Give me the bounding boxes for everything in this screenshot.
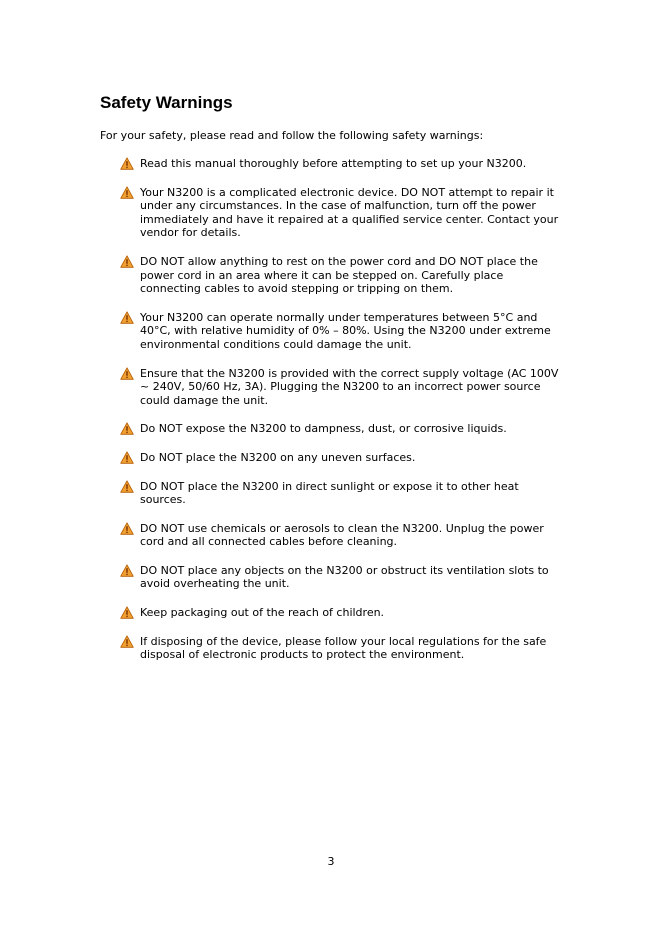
warning-item — [120, 635, 565, 662]
warning-triangle-icon — [120, 564, 134, 577]
warning-item — [120, 311, 565, 352]
warning-triangle-icon — [120, 186, 134, 199]
warning-text: If disposing of the device, please follow your local regulations for the safe disposal of electronic products to protect the environment. — [140, 634, 547, 662]
warning-triangle-icon — [120, 157, 134, 170]
warning-text: DO NOT place the N3200 in direct sunlight or expose it to other heat sources. — [140, 479, 519, 507]
warning-text: DO NOT use chemicals or aerosols to clean the N3200. Unplug the power cord and all connected cables before cleaning. — [140, 521, 544, 549]
warning-text: Your N3200 can operate normally under temperatures between 5°C and 40°C, with relative humidity of 0% – 80%. Using the N3200 under extreme environmental conditions could damage the unit. — [140, 310, 551, 351]
warning-text: Keep packaging out of the reach of children. — [140, 606, 385, 620]
warning-text: Ensure that the N3200 is provided with the correct supply voltage (AC 100V ~ 240V, 50/60 Hz, 3A). Plugging the N3200 to an incorrect power source could damage the unit. — [140, 366, 559, 407]
warning-item — [120, 522, 565, 549]
warning-item — [120, 186, 565, 240]
safety-warning-list — [120, 157, 565, 677]
intro-text: For your safety, please read and follow the following safety warnings: — [100, 129, 484, 142]
warning-triangle-icon — [120, 635, 134, 648]
warning-triangle-icon — [120, 451, 134, 464]
warning-triangle-icon — [120, 480, 134, 493]
warning-text: Read this manual thoroughly before attempting to set up your N3200. — [140, 157, 527, 170]
warning-item — [120, 606, 565, 620]
warning-triangle-icon — [120, 522, 134, 535]
warning-item — [120, 422, 565, 436]
warning-text: Do NOT expose the N3200 to dampness, dust, or corrosive liquids. — [140, 422, 507, 436]
warning-text: Do NOT place the N3200 on any uneven surfaces. — [140, 450, 416, 464]
warning-text: Your N3200 is a complicated electronic device. DO NOT attempt to repair it under any circumstances. In the case of malfunction, turn off the power immediately and have it repaired at a qualified service center. Contact your vendor for details. — [140, 185, 559, 240]
warning-item — [120, 255, 565, 296]
warning-triangle-icon — [120, 606, 134, 619]
warning-triangle-icon — [120, 311, 134, 324]
page-number: 3 — [327, 855, 335, 868]
warning-item — [120, 480, 565, 507]
page-title: Safety Warnings — [100, 93, 233, 112]
warning-triangle-icon — [120, 422, 134, 435]
warning-item — [120, 564, 565, 591]
warning-item — [120, 157, 565, 171]
warning-triangle-icon — [120, 255, 134, 268]
warning-text: DO NOT place any objects on the N3200 or obstruct its ventilation slots to avoid overheating the unit. — [140, 563, 549, 591]
warning-triangle-icon — [120, 367, 134, 380]
warning-text: DO NOT allow anything to rest on the power cord and DO NOT place the power cord in an area where it can be stepped on. Carefully place connecting cables to avoid stepping or tripping on them. — [140, 254, 538, 296]
warning-item — [120, 367, 565, 408]
warning-item — [120, 451, 565, 465]
